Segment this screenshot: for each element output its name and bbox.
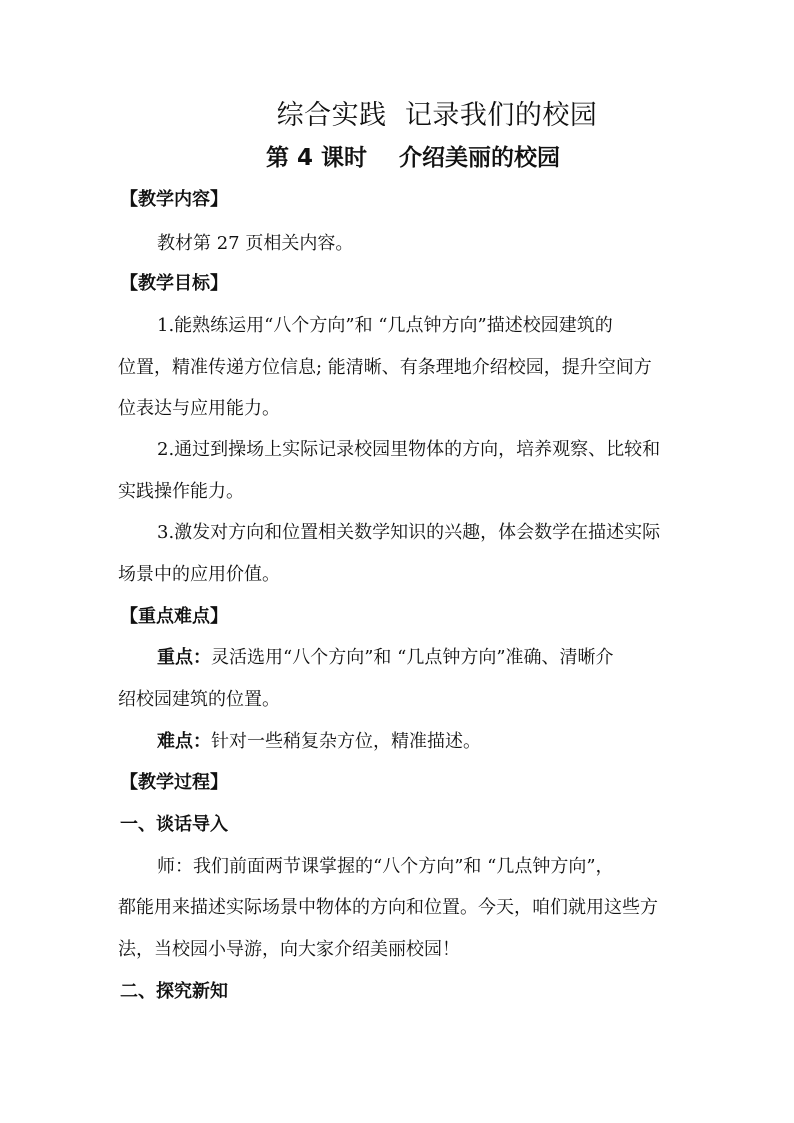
section-teaching-content: 【教学内容】: [120, 189, 228, 210]
goal-1-line-1: 1.能熟练运用“八个方向”和 “几点钟方向”描述校园建筑的: [157, 315, 613, 336]
intro-line-2: 都能用来描述实际场景中物体的方向和位置。今天，咱们就用这些方: [118, 897, 658, 918]
page-subtitle: 第 4 课时 介绍美丽的校园: [265, 145, 561, 171]
content-text: 教材第 27 页相关内容。: [157, 233, 354, 254]
difficulty-text: 针对一些稍复杂方位，精准描述。: [211, 731, 481, 752]
section-teaching-goals: 【教学目标】: [120, 273, 228, 294]
difficulty-label: 难点：: [157, 731, 211, 752]
part-2-heading: 二、探究新知: [120, 981, 228, 1002]
key-point-line-2: 绍校园建筑的位置。: [118, 689, 280, 710]
section-teaching-process: 【教学过程】: [120, 772, 228, 793]
goal-2-line-1: 2.通过到操场上实际记录校园里物体的方向，培养观察、比较和: [157, 439, 661, 460]
key-point-text: 灵活选用“八个方向”和 “几点钟方向”准确、清晰介: [211, 647, 614, 668]
goal-2-line-2: 实践操作能力。: [118, 481, 244, 502]
intro-line-3: 法，当校园小导游，向大家介绍美丽校园！: [118, 939, 460, 960]
key-point-label: 重点：: [157, 647, 211, 668]
difficulty-line: [157, 729, 717, 755]
part-1-heading: 一、谈话导入: [120, 814, 228, 835]
goal-1-line-2: 位置，精准传递方位信息; 能清晰、有条理地介绍校园，提升空间方: [118, 357, 652, 378]
goal-1-line-3: 位表达与应用能力。: [118, 398, 280, 419]
key-point-line-1: [157, 645, 717, 671]
section-key-points: 【重点难点】: [120, 606, 228, 627]
page-title: 综合实践 记录我们的校园: [276, 100, 598, 131]
intro-line-1: 师：我们前面两节课掌握的“八个方向”和 “几点钟方向”，: [157, 856, 614, 877]
goal-3-line-1: 3.激发对方向和位置相关数学知识的兴趣，体会数学在描述实际: [157, 522, 661, 543]
goal-3-line-2: 场景中的应用价值。: [118, 564, 280, 585]
